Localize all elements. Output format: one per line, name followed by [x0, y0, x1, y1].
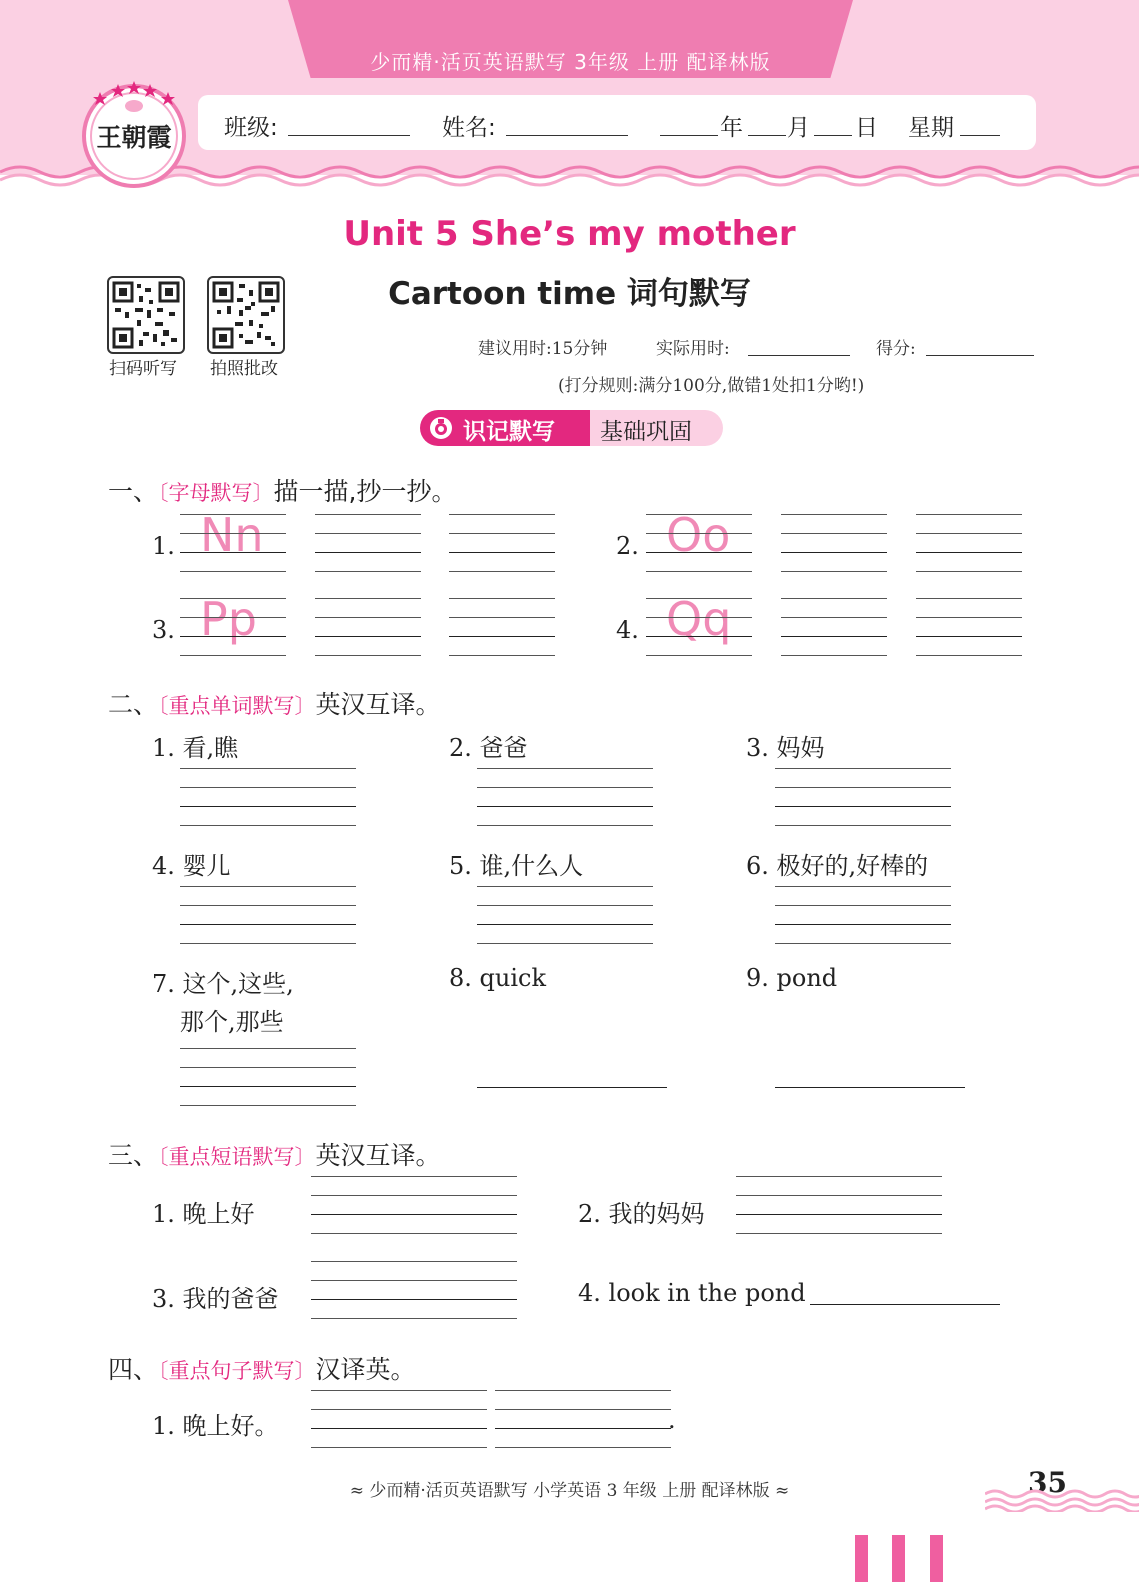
letter-grid-baseline[interactable] — [315, 552, 421, 553]
answer-line[interactable] — [311, 1280, 517, 1281]
trace-letters: Oo — [666, 508, 731, 562]
answer-line[interactable] — [775, 768, 951, 769]
answer-line[interactable] — [180, 1067, 356, 1068]
letter-grid-line[interactable] — [916, 598, 1022, 599]
score-input[interactable] — [926, 355, 1034, 356]
answer-line[interactable] — [495, 1428, 671, 1429]
answer-line[interactable] — [477, 1087, 667, 1088]
word-item-line2: 那个,那些 — [180, 1008, 284, 1036]
word-item: 2. 爸爸 — [449, 734, 528, 762]
month-input[interactable] — [748, 135, 786, 136]
letter-grid-baseline[interactable] — [449, 552, 555, 553]
section2-number: 二、 — [108, 690, 159, 719]
letter-grid-line[interactable] — [315, 598, 421, 599]
letter-grid-baseline[interactable] — [449, 636, 555, 637]
answer-line[interactable] — [775, 1087, 965, 1088]
letter-item-number: 4. — [616, 616, 639, 644]
letter-grid-line[interactable] — [646, 571, 752, 572]
letter-grid-line[interactable] — [449, 514, 555, 515]
actual-time-input[interactable] — [748, 355, 850, 356]
scoring-rule: (打分规则:满分100分,做错1处扣1分哟!) — [558, 376, 865, 396]
answer-line[interactable] — [180, 943, 356, 944]
name-input[interactable] — [506, 135, 628, 136]
answer-line[interactable] — [180, 1086, 356, 1087]
section4-heading — [108, 1350, 416, 1386]
phrase-item: 2. 我的妈妈 — [578, 1200, 705, 1228]
letter-grid-line[interactable] — [916, 617, 1022, 618]
phrase-item: 4. look in the pond — [578, 1279, 806, 1307]
answer-line[interactable] — [775, 787, 951, 788]
section1-number: 一、 — [108, 477, 159, 506]
answer-line[interactable] — [495, 1409, 671, 1410]
answer-line[interactable] — [311, 1409, 487, 1410]
letter-grid-baseline[interactable] — [180, 552, 286, 553]
answer-line[interactable] — [311, 1214, 517, 1215]
answer-line[interactable] — [775, 825, 951, 826]
section2-tag: 〔重点单词默写〕 — [158, 694, 316, 718]
answer-line[interactable] — [775, 943, 951, 944]
section2-instruction: 英汉互译。 — [315, 690, 441, 719]
answer-line[interactable] — [311, 1299, 517, 1300]
letter-grid-line[interactable] — [180, 617, 286, 618]
letter-item-number: 1. — [152, 532, 175, 560]
answer-line[interactable] — [180, 768, 356, 769]
answer-line[interactable] — [775, 924, 951, 925]
word-item: 3. 妈妈 — [746, 734, 825, 762]
word-item: 7. 这个,这些, — [152, 970, 294, 998]
letter-grid-line[interactable] — [315, 533, 421, 534]
answer-line[interactable] — [311, 1233, 517, 1234]
day-input[interactable] — [814, 135, 852, 136]
section3-tag: 〔重点短语默写〕 — [158, 1145, 316, 1169]
section4-instruction: 汉译英。 — [315, 1355, 416, 1384]
listen-qr-code[interactable] — [107, 276, 185, 354]
trace-letters: Pp — [200, 592, 257, 646]
answer-line[interactable] — [180, 787, 356, 788]
letter-grid-line[interactable] — [646, 655, 752, 656]
word-item: 8. quick — [449, 964, 547, 992]
month-label: 月 — [787, 115, 810, 141]
name-label: 姓名: — [442, 115, 496, 141]
letter-grid-line[interactable] — [646, 617, 752, 618]
answer-line[interactable] — [477, 943, 653, 944]
answer-line[interactable] — [477, 924, 653, 925]
answer-line[interactable] — [311, 1447, 487, 1448]
answer-line[interactable] — [477, 806, 653, 807]
letter-grid-line[interactable] — [449, 598, 555, 599]
letter-item-number: 2. — [616, 532, 639, 560]
letter-grid-line[interactable] — [916, 655, 1022, 656]
phrase-item: 1. 晚上好 — [152, 1200, 255, 1228]
trace-letters: Nn — [200, 508, 264, 562]
answer-line[interactable] — [495, 1390, 671, 1391]
answer-line[interactable] — [311, 1428, 487, 1429]
letter-grid-line[interactable] — [180, 533, 286, 534]
decor-bar — [855, 1535, 868, 1582]
letter-grid-baseline[interactable] — [646, 636, 752, 637]
letter-grid-line[interactable] — [781, 598, 887, 599]
section1-instruction: 描一描,抄一抄。 — [273, 477, 457, 506]
answer-line[interactable] — [736, 1176, 942, 1177]
section4-number: 四、 — [108, 1355, 159, 1384]
word-item: 6. 极好的,好棒的 — [746, 852, 929, 880]
sentence-period: . — [668, 1406, 676, 1434]
letter-grid-line[interactable] — [180, 571, 286, 572]
letter-grid-line[interactable] — [449, 533, 555, 534]
letter-grid-line[interactable] — [449, 655, 555, 656]
answer-line[interactable] — [311, 1176, 517, 1177]
letter-grid-line[interactable] — [180, 655, 286, 656]
listen-qr-label: 扫码听写 — [109, 359, 177, 379]
letter-grid-line[interactable] — [781, 655, 887, 656]
word-item: 5. 谁,什么人 — [449, 852, 584, 880]
answer-line[interactable] — [477, 825, 653, 826]
class-input[interactable] — [288, 135, 410, 136]
footer-text: ≈ 少而精·活页英语默写 小学英语 3 年级 上册 配译林版 ≈ — [349, 1481, 790, 1501]
answer-line[interactable] — [311, 1390, 487, 1391]
letter-grid-line[interactable] — [646, 533, 752, 534]
weekday-input[interactable] — [960, 135, 1000, 136]
year-input[interactable] — [660, 135, 718, 136]
class-label: 班级: — [224, 115, 278, 141]
publisher-logo — [80, 80, 188, 188]
page-number: 35 — [1028, 1466, 1067, 1499]
suggested-time: 建议用时:15分钟 — [478, 339, 608, 359]
letter-grid-line[interactable] — [916, 533, 1022, 534]
decor-bar — [892, 1535, 905, 1582]
letter-grid-line[interactable] — [916, 571, 1022, 572]
answer-line[interactable] — [180, 1105, 356, 1106]
section1-heading — [108, 472, 456, 508]
answer-line[interactable] — [180, 924, 356, 925]
unit-title: Unit 5 She’s my mother — [343, 214, 796, 254]
answer-line[interactable] — [477, 886, 653, 887]
section3-number: 三、 — [108, 1141, 159, 1170]
phrase-item: 3. 我的爸爸 — [152, 1285, 279, 1313]
answer-line[interactable] — [180, 806, 356, 807]
medal-icon — [430, 417, 452, 439]
sentence-item: 1. 晚上好。 — [152, 1412, 279, 1440]
section3-heading — [108, 1136, 441, 1172]
word-item: 4. 婴儿 — [152, 852, 231, 880]
letter-grid-line[interactable] — [315, 571, 421, 572]
answer-line[interactable] — [495, 1447, 671, 1448]
series-title: 少而精·活页英语默写 3年级 上册 配译林版 — [370, 50, 771, 74]
section4-tag: 〔重点句子默写〕 — [158, 1359, 316, 1383]
letter-grid-baseline[interactable] — [180, 636, 286, 637]
answer-line[interactable] — [477, 768, 653, 769]
footer-wave — [985, 1486, 1139, 1512]
letter-grid-line[interactable] — [781, 617, 887, 618]
answer-line[interactable] — [180, 825, 356, 826]
letter-grid-baseline[interactable] — [916, 636, 1022, 637]
letter-item-number: 3. — [152, 616, 175, 644]
letter-grid-baseline[interactable] — [781, 636, 887, 637]
banner-right-text: 基础巩固 — [600, 419, 692, 445]
answer-line[interactable] — [775, 905, 951, 906]
letter-grid-line[interactable] — [781, 514, 887, 515]
letter-grid-line[interactable] — [646, 514, 752, 515]
letter-grid-line[interactable] — [180, 514, 286, 515]
answer-line[interactable] — [311, 1261, 517, 1262]
answer-line[interactable] — [736, 1233, 942, 1234]
weekday-label: 星期 — [908, 115, 954, 141]
section1-tag: 〔字母默写〕 — [158, 481, 274, 505]
photo-qr-label: 拍照批改 — [210, 359, 278, 379]
photo-qr-code[interactable] — [207, 276, 285, 354]
letter-grid-baseline[interactable] — [646, 552, 752, 553]
answer-line[interactable] — [477, 905, 653, 906]
answer-line[interactable] — [736, 1195, 942, 1196]
answer-line[interactable] — [736, 1214, 942, 1215]
letter-grid-line[interactable] — [449, 571, 555, 572]
answer-line[interactable] — [775, 806, 951, 807]
letter-grid-line[interactable] — [315, 514, 421, 515]
letter-grid-line[interactable] — [449, 617, 555, 618]
decor-bar — [930, 1535, 943, 1582]
word-item: 9. pond — [746, 964, 838, 992]
letter-grid-line[interactable] — [315, 617, 421, 618]
letter-grid-line[interactable] — [781, 533, 887, 534]
day-label: 日 — [855, 115, 878, 141]
answer-line[interactable] — [180, 886, 356, 887]
letter-grid-baseline[interactable] — [315, 636, 421, 637]
lesson-subtitle: Cartoon time 词句默写 — [388, 276, 751, 312]
letter-grid-line[interactable] — [781, 571, 887, 572]
student-info-box — [198, 95, 1036, 150]
answer-line[interactable] — [810, 1304, 1000, 1305]
section3-instruction: 英汉互译。 — [315, 1141, 441, 1170]
answer-line[interactable] — [775, 886, 951, 887]
actual-time-label: 实际用时: — [656, 339, 730, 359]
section2-heading — [108, 685, 441, 721]
letter-grid-line[interactable] — [315, 655, 421, 656]
answer-line[interactable] — [180, 1048, 356, 1049]
answer-line[interactable] — [180, 905, 356, 906]
answer-line[interactable] — [477, 787, 653, 788]
answer-line[interactable] — [311, 1195, 517, 1196]
letter-grid-baseline[interactable] — [781, 552, 887, 553]
letter-grid-line[interactable] — [646, 598, 752, 599]
banner-left-text: 识记默写 — [463, 419, 555, 445]
letter-grid-baseline[interactable] — [916, 552, 1022, 553]
word-item: 1. 看,瞧 — [152, 734, 239, 762]
score-label: 得分: — [876, 339, 916, 359]
letter-grid-line[interactable] — [916, 514, 1022, 515]
trace-letters: Qq — [666, 592, 732, 646]
answer-line[interactable] — [311, 1318, 517, 1319]
year-label: 年 — [720, 115, 743, 141]
logo-text: 王朝霞 — [96, 123, 172, 152]
letter-grid-line[interactable] — [180, 598, 286, 599]
